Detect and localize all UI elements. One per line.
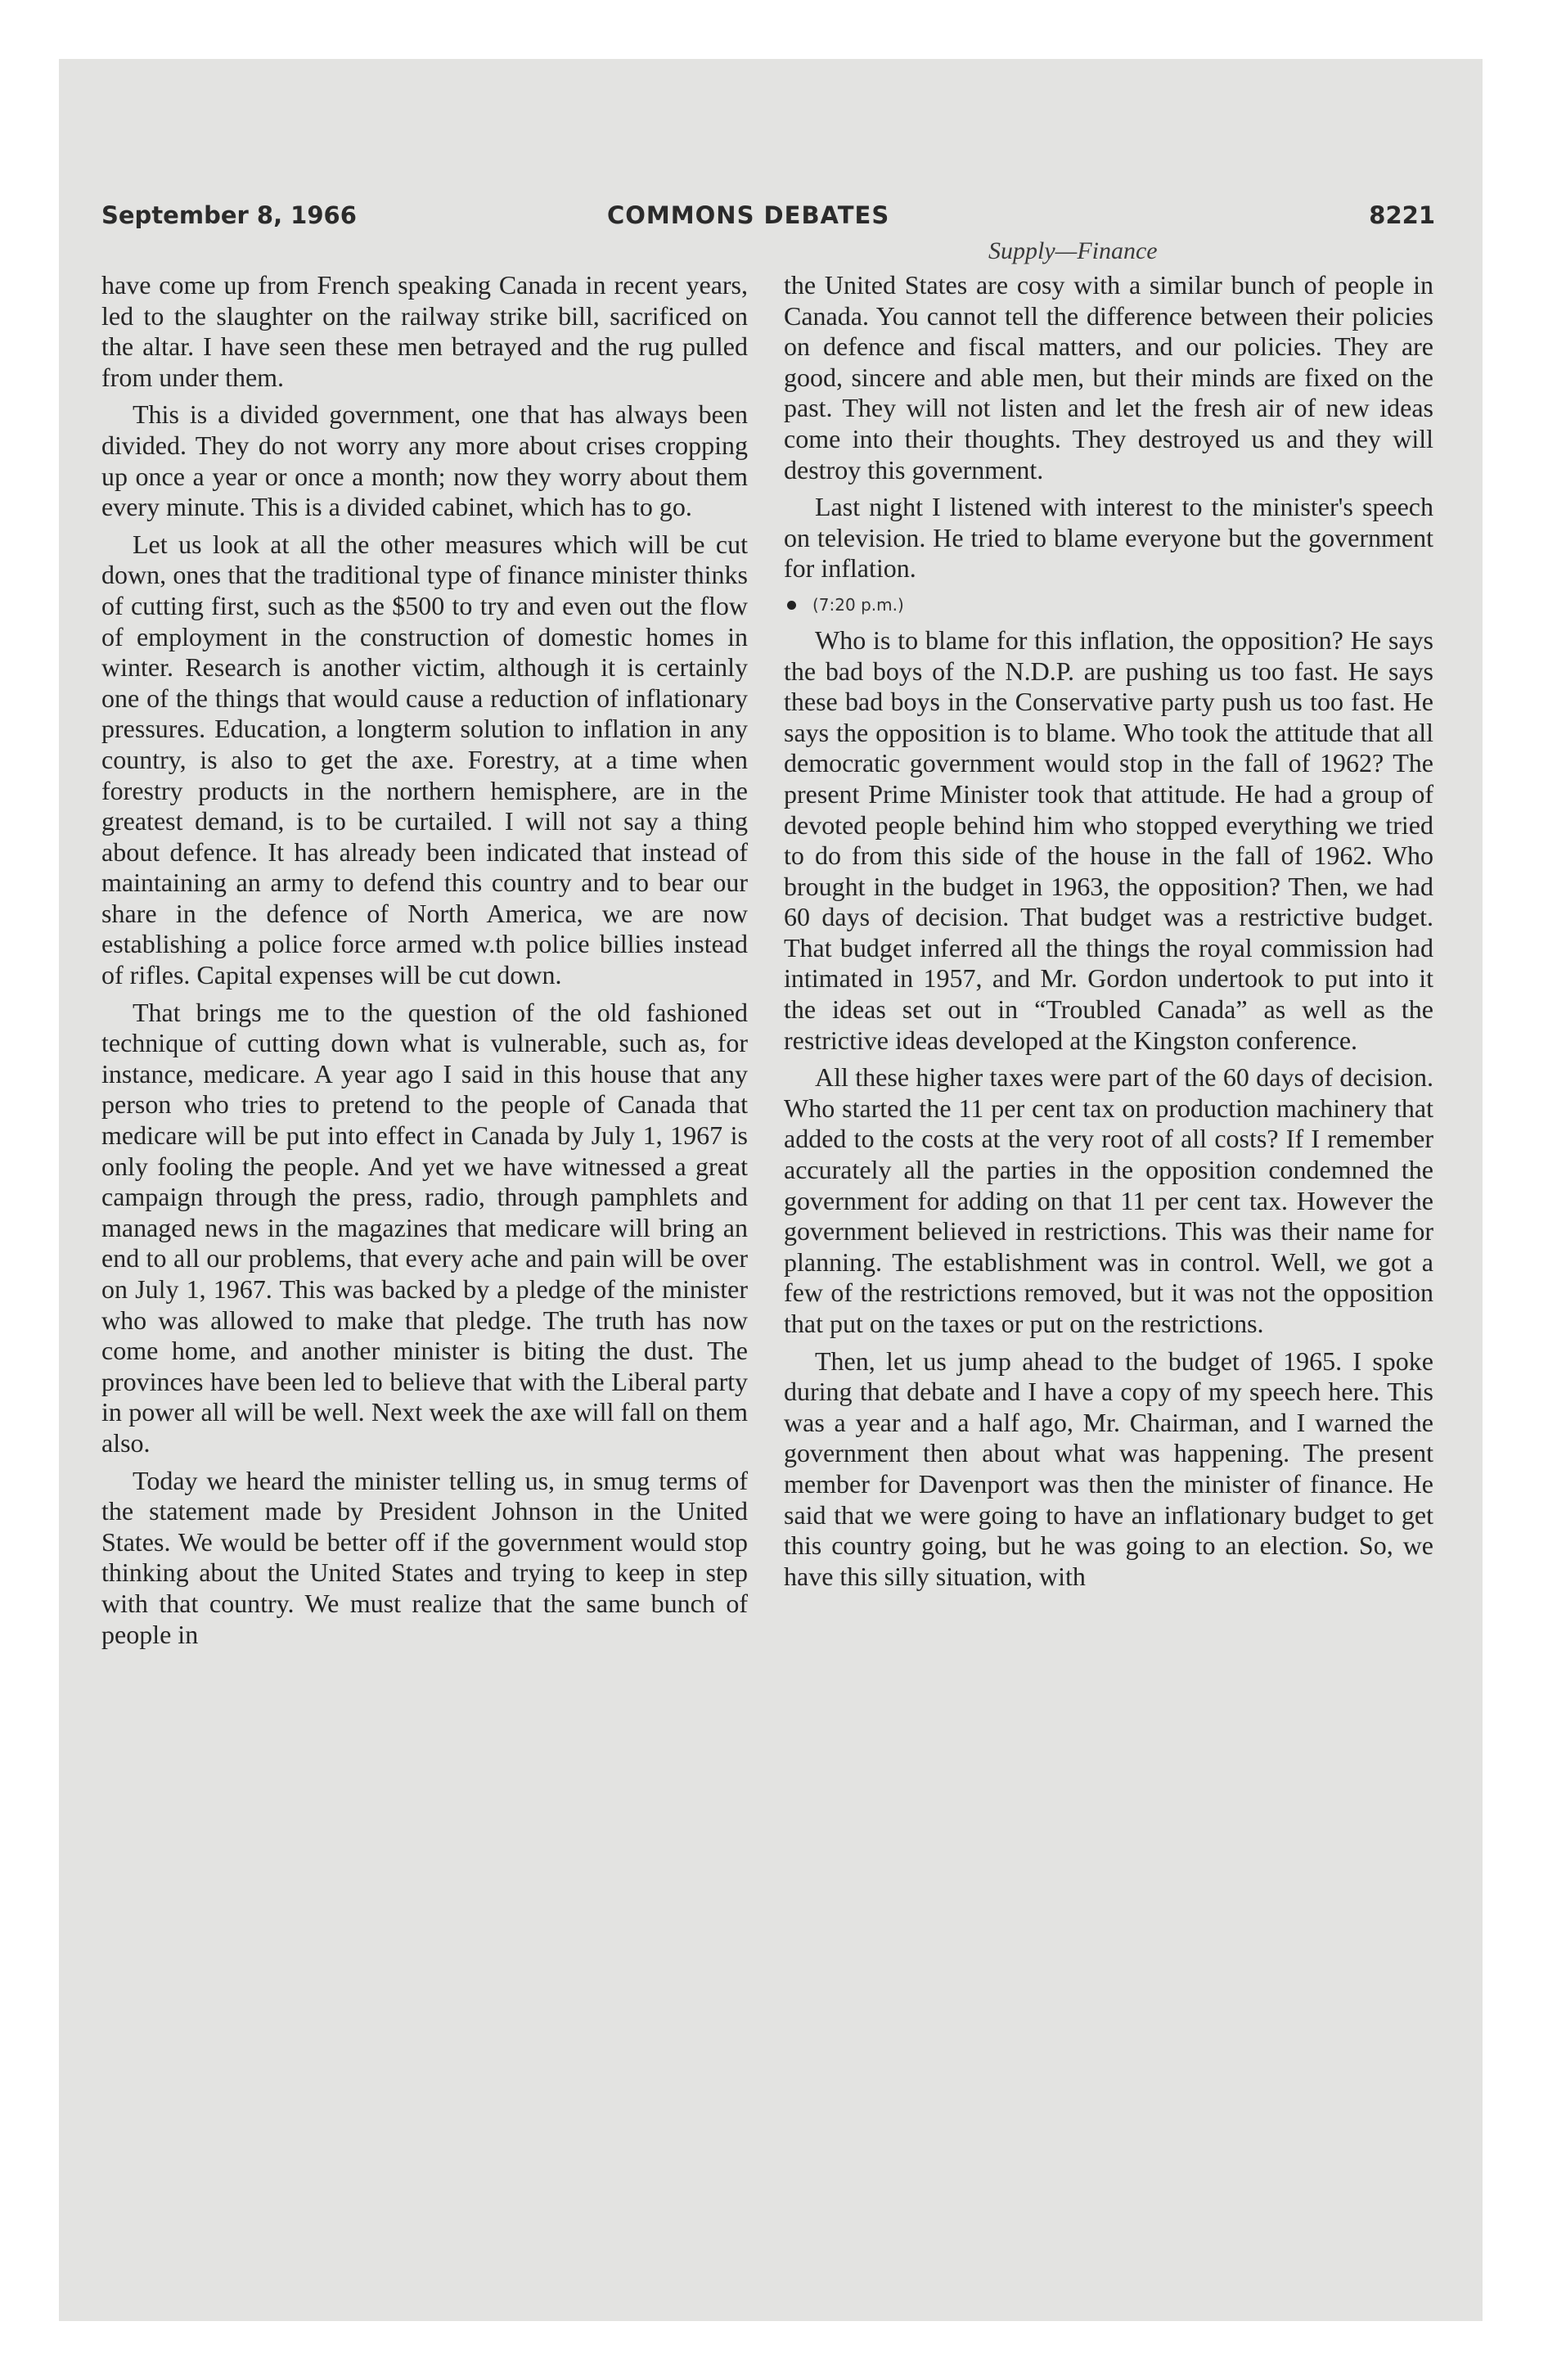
paragraph: This is a divided government, one that has always been divided. They do not worry any more about crises cropping up once a year or once a month; now they worry about them every minute. This is a divided cabinet, which has to go. <box>101 399 748 522</box>
paragraph: Then, let us jump ahead to the budget of 1965. I spoke during that debate and I have a copy of my speech here. This was a year and a half ago, Mr. Chairman, and I warned the government then about what was happening. The present member for Davenport was then the minister of finance. He said that we were going to have an inflationary budget to get this country going, but he was going to an election. So, we have this silly situation, with <box>784 1346 1433 1591</box>
running-head <box>101 201 1435 234</box>
bullet-icon <box>787 601 796 610</box>
page-date: September 8, 1966 <box>101 201 357 229</box>
left-column <box>101 270 748 1650</box>
paragraph: Today we heard the minister telling us, in smug terms of the statement made by President Johnson in the United States. We would be better off if the government would stop thinking about the United States and trying to keep in step with that country. We must realize that the same bunch of people in <box>101 1465 748 1649</box>
paragraph: have come up from French speaking Canada in recent years, led to the slaughter on the railway strike bill, sacrificed on the altar. I have seen these men betrayed and the rug pulled from under them. <box>101 270 748 392</box>
paragraph: Let us look at all the other measures which will be cut down, ones that the traditional type of finance minister thinks of cutting first, such as the $500 to try and even out the flow of employment in the construction of domestic homes in winter. Research is another victim, although it is certainly one of the things that would cause a reduction of inflationary pressures. Education, a longterm solution to inflation in any country, is also to get the axe. Forestry, at a time when forestry products in the northern hemisphere, are in the greatest demand, is to be curtailed. I will not say a thing about defence. It has already been indicated that instead of maintaining an army to defend this country and to bear our share in the defence of North America, we are now establishing a police force armed w.th police billies instead of rifles. Capital expenses will be cut down. <box>101 529 748 990</box>
paragraph: Who is to blame for this inflation, the opposition? He says the bad boys of the N.D.P. are pushing us too fast. He says these bad boys in the Conservative party push us too fast. He says the opposition is to blame. Who took the attitude that all democratic government would stop in the fall of 1962? The present Prime Minister took that attitude. He had a group of devoted people behind him who stopped everything we tried to do from this side of the house in the fall of 1962. Who brought in the budget in 1963, the opposition? Then, we had 60 days of decision. That budget was a restrictive budget. That budget inferred all the things the royal commission had intimated in 1957, and Mr. Gordon undertook to put into it the ideas set out in “Troubled Canada” as well as the restrictive ideas developed at the Kingston conference. <box>784 624 1433 1055</box>
page-number: 8221 <box>1369 201 1435 229</box>
publication-title: COMMONS DEBATES <box>607 201 890 229</box>
time-marker-text: (7:20 p.m.) <box>812 594 904 615</box>
paragraph: Last night I listened with interest to the minister's speech on television. He tried to blame everyone but the government for inflation. <box>784 492 1433 584</box>
section-heading: Supply—Finance <box>988 237 1158 264</box>
time-marker <box>784 593 1433 617</box>
paragraph: the United States are cosy with a similar bunch of people in Canada. You cannot tell the difference between their policies on defence and fiscal matters, and our policies. They are good, sincere and able men, but their minds are fixed on the past. They will not listen and let the fresh air of new ideas come into their thoughts. They destroyed us and they will destroy this government. <box>784 270 1433 485</box>
paragraph: All these higher taxes were part of the 60 days of decision. Who started the 11 per cent tax on production machinery that added to the costs at the very root of all costs? If I remember accurately all the parties in the opposition condemned the government for adding on that 11 per cent tax. However the government believed in restrictions. This was their name for planning. The establishment was in control. Well, we got a few of the restrictions removed, but it was not the opposition that put on the taxes or put on the restrictions. <box>784 1062 1433 1338</box>
right-column <box>784 270 1433 1592</box>
paragraph: That brings me to the question of the old fashioned technique of cutting down what is vulnerable, such as, for instance, medicare. A year ago I said in this house that any person who tries to pretend to the people of Canada that medicare will be put into effect in Canada by July 1, 1967 is only fooling the people. And yet we have witnessed a great campaign through the press, radio, through pamphlets and managed news in the magazines that medicare will bring an end to all our problems, that every ache and pain will be over on July 1, 1967. This was backed by a pledge of the minister who was allowed to make that pledge. The truth has now come home, and another minister is biting the dust. The provinces have been led to believe that with the Liberal party in power all will be well. Next week the axe will fall on them also. <box>101 997 748 1458</box>
